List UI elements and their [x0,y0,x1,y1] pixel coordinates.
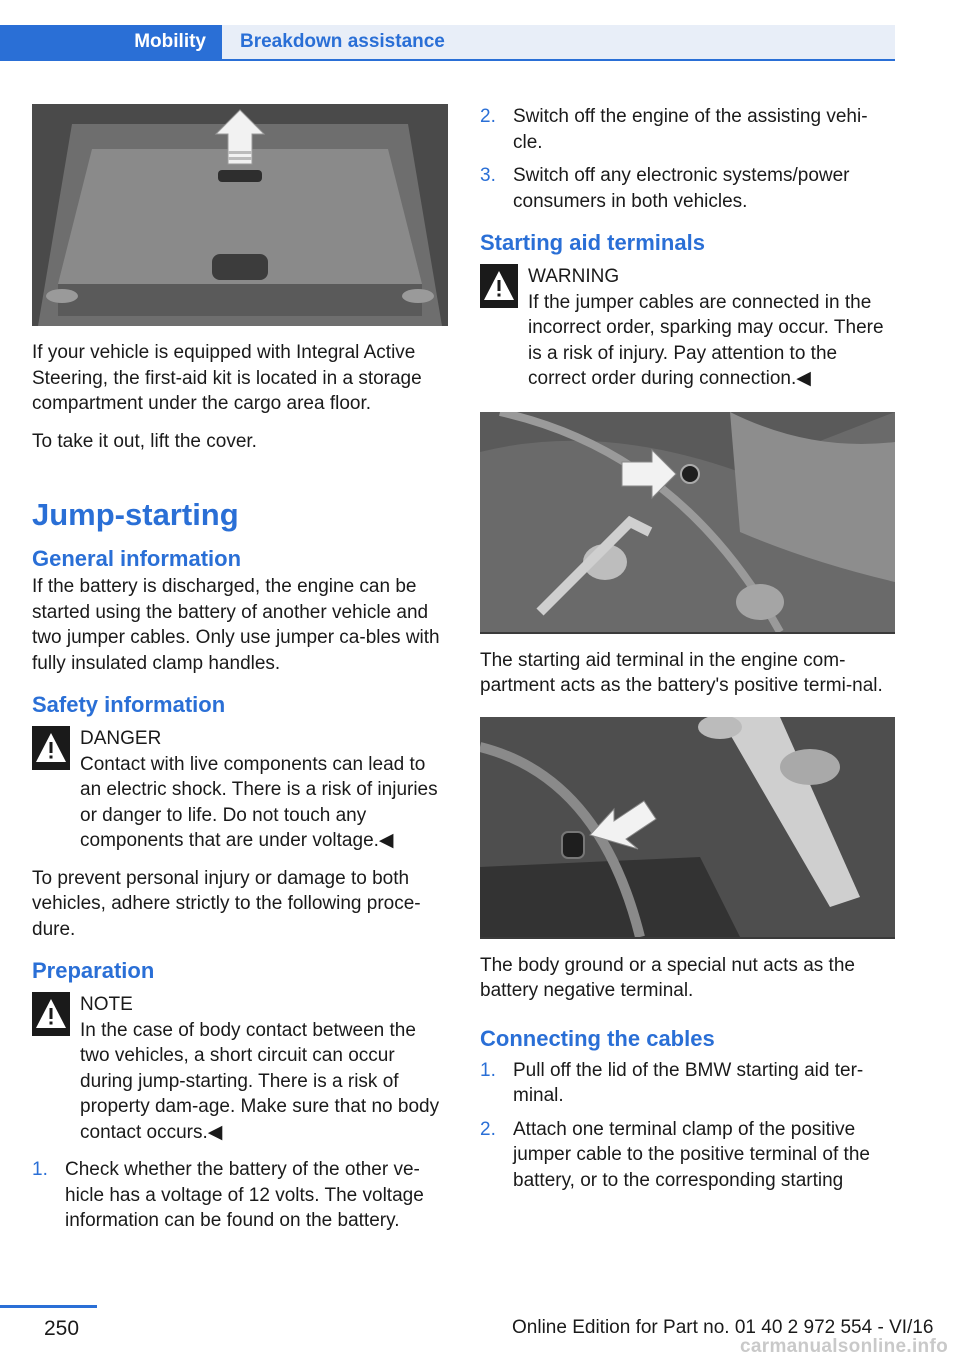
list-item [480,1058,896,1109]
prevent-injury-paragraph: To prevent personal injury or damage to both vehicles, adhere strictly to the following proce‐dure. [32,867,421,940]
step-number: 2. [480,106,496,127]
heading-jump-starting: Jump-starting [32,497,239,532]
lift-cover-paragraph: To take it out, lift the cover. [32,430,257,452]
list-item [480,163,896,214]
step-number: 1. [480,1059,496,1081]
list-item [480,1117,896,1194]
negative-terminal-caption: The body ground or a special nut acts as the battery negative terminal. [480,954,855,1001]
edition-footer: Online Edition for Part no. 01 40 2 972 554 - VI/16 [512,1317,934,1338]
step-text: Attach one terminal clamp of the positive jumper cable to the positive terminal of the battery, or to the corresponding starting [513,1118,870,1191]
step-text: Switch off any electronic systems/power consumers in both vehicles. [513,165,850,212]
heading-starting-aid-terminals: Starting aid terminals [480,230,705,255]
danger-notice [32,726,448,854]
cargo-area-photo [32,104,448,326]
connecting-steps [480,1058,896,1194]
positive-terminal-caption: The starting aid terminal in the engine com‐partment acts as the battery's positive termi‐nal. [480,649,883,696]
danger-text: Contact with live components can lead to an electric shock. There is a risk of injuries or danger to life. Do not touch any components that are under voltage.◀ [80,753,438,851]
warning-notice [480,264,896,392]
preparation-steps-continued [480,104,896,214]
note-text: In the case of body contact between the two vehicles, a short circuit can occur during jump-starting. There is a risk of property dam‐age. Make sure that no body contact occurs.◀ [80,1019,440,1143]
heading-connecting-the-cables: Connecting the cables [480,1025,715,1051]
page-number-bar [0,1305,97,1308]
left-column [32,104,448,1244]
page-number: 250 [44,1317,80,1340]
step-number: 2. [480,1118,496,1140]
first-aid-paragraph: If your vehicle is equipped with Integral Active Steering, the first-aid kit is located in a storage compartment under the cargo area floor. [32,342,422,414]
heading-preparation: Preparation [32,958,155,983]
list-item [480,104,896,155]
heading-general-information: General information [32,546,242,571]
step-text: Pull off the lid of the BMW starting aid ter‐minal. [513,1059,864,1106]
step-text: Check whether the battery of the other ve‐hicle has a voltage of 12 volts. The voltage information can be found on the battery. [65,1159,424,1231]
note-label: NOTE [80,994,133,1015]
watermark: carmanualsonline.info [740,1336,948,1357]
warning-triangle-icon [480,264,518,308]
note-notice [32,992,448,1145]
warning-triangle-icon [32,726,70,770]
negative-terminal-photo [480,717,895,939]
preparation-steps [32,1157,448,1234]
header-tabs [0,25,895,61]
list-item [32,1157,448,1234]
heading-safety-information: Safety information [32,692,226,717]
positive-terminal-photo [480,412,895,634]
warning-label: WARNING [528,266,620,287]
step-text: Switch off the engine of the assisting vehi‐cle. [513,106,868,153]
tab-mobility[interactable]: Mobility [0,25,222,61]
tab-breakdown-assistance[interactable]: Breakdown assistance [222,25,895,61]
general-information-paragraph: If the battery is discharged, the engine can be started using the battery of another vehicle and two jumper cables. Only use jumper ca‐bles with fully insulated clamp handles. [32,576,440,674]
danger-label: DANGER [80,728,162,749]
right-column [480,104,896,1203]
header-rule [0,59,895,61]
warning-triangle-icon [32,992,70,1036]
step-number: 1. [32,1159,48,1180]
warning-text: If the jumper cables are connected in the incorrect order, sparking may occur. There is a risk of injury. Pay attention to the correct order during connection.◀ [528,291,884,389]
step-number: 3. [480,165,496,186]
